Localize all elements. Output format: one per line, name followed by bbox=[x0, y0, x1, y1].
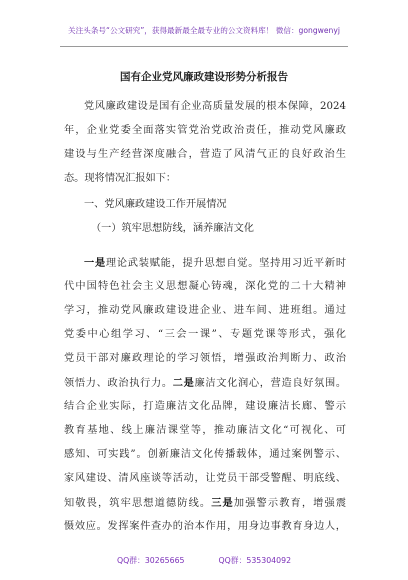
point2-lead: 二是 bbox=[172, 377, 195, 389]
point2-first-text: 廉洁文化润心，营造良好氛围。 bbox=[194, 378, 347, 389]
intro-line-2: 年，企业党委全面落实管党治党政治责任，推动党风廉政 bbox=[64, 125, 346, 136]
header-divider bbox=[60, 46, 348, 47]
point1-line-2: 代中国特色社会主义思想凝心铸魂，深化党的二十大精神 bbox=[64, 281, 346, 292]
subsection-heading: （一）筑牢思想防线，涵养廉洁文化 bbox=[91, 223, 254, 234]
intro-line-4: 态。现将情况汇报如下： bbox=[64, 173, 177, 184]
point2-line-5: 家风建设、清风座谈等活动，让党员干部受警醒、明底线、 bbox=[64, 473, 346, 484]
intro-line-3: 建设与生产经营深度融合，营造了风清气正的良好政治生 bbox=[64, 149, 346, 160]
point3-first-text: 加强警示教育，增强震 bbox=[233, 498, 347, 509]
document-title: 国有企业党风廉政建设形势分析报告 bbox=[120, 71, 288, 83]
point1-line-6: 领悟力、政治执行力。 bbox=[64, 378, 173, 389]
point2-point3-line bbox=[64, 496, 346, 511]
point1-first-line bbox=[84, 256, 346, 271]
point2-line-6: 知敬畏，筑牢思想道德防线。 bbox=[64, 498, 212, 509]
section-heading: 一、党风廉政建设工作开展情况 bbox=[84, 199, 227, 210]
point2-line-4: 感知、可实践”。创新廉洁文化传播载体，通过案例警示、 bbox=[64, 449, 346, 460]
point1-point2-line bbox=[64, 376, 346, 391]
point1-lead: 一是 bbox=[84, 257, 106, 269]
point2-line-2: 结合企业实际，打造廉洁文化品牌，建设廉洁长廊、警示 bbox=[64, 401, 346, 412]
point1-line-3: 学习，推动党风廉政建设进企业、进车间、进班组。通过 bbox=[64, 305, 346, 316]
point2-line-3: 教育基地、线上廉洁课堂等，推动廉洁文化“可视化、可 bbox=[64, 425, 346, 436]
header-note: 关注头条号“公文研究”，获得最新最全最专业的公文资料库！ 微信：gongwenyj bbox=[68, 26, 340, 35]
intro-line-1: 党风廉政建设是国有企业高质量发展的根本保障，2024 bbox=[84, 101, 346, 112]
footer-qq-group-1: QQ群：30265665 bbox=[116, 556, 185, 565]
point1-line-5: 党员干部对廉政理论的学习领悟，增强政治判断力、政治 bbox=[64, 353, 346, 364]
point3-lead: 三是 bbox=[211, 497, 234, 509]
footer-qq-group-2: QQ群：535304092 bbox=[218, 556, 292, 565]
point1-first-text: 理论武装赋能，提升思想自觉。坚持用习近平新时 bbox=[105, 258, 347, 269]
point3-line-2: 慑效应。发挥案件查办的治本作用，用身边事教育身边人， bbox=[64, 521, 346, 532]
footer-qq bbox=[0, 555, 408, 566]
point1-line-4: 党委中心组学习、“三会一课”、专题党课等形式，强化 bbox=[64, 329, 346, 340]
